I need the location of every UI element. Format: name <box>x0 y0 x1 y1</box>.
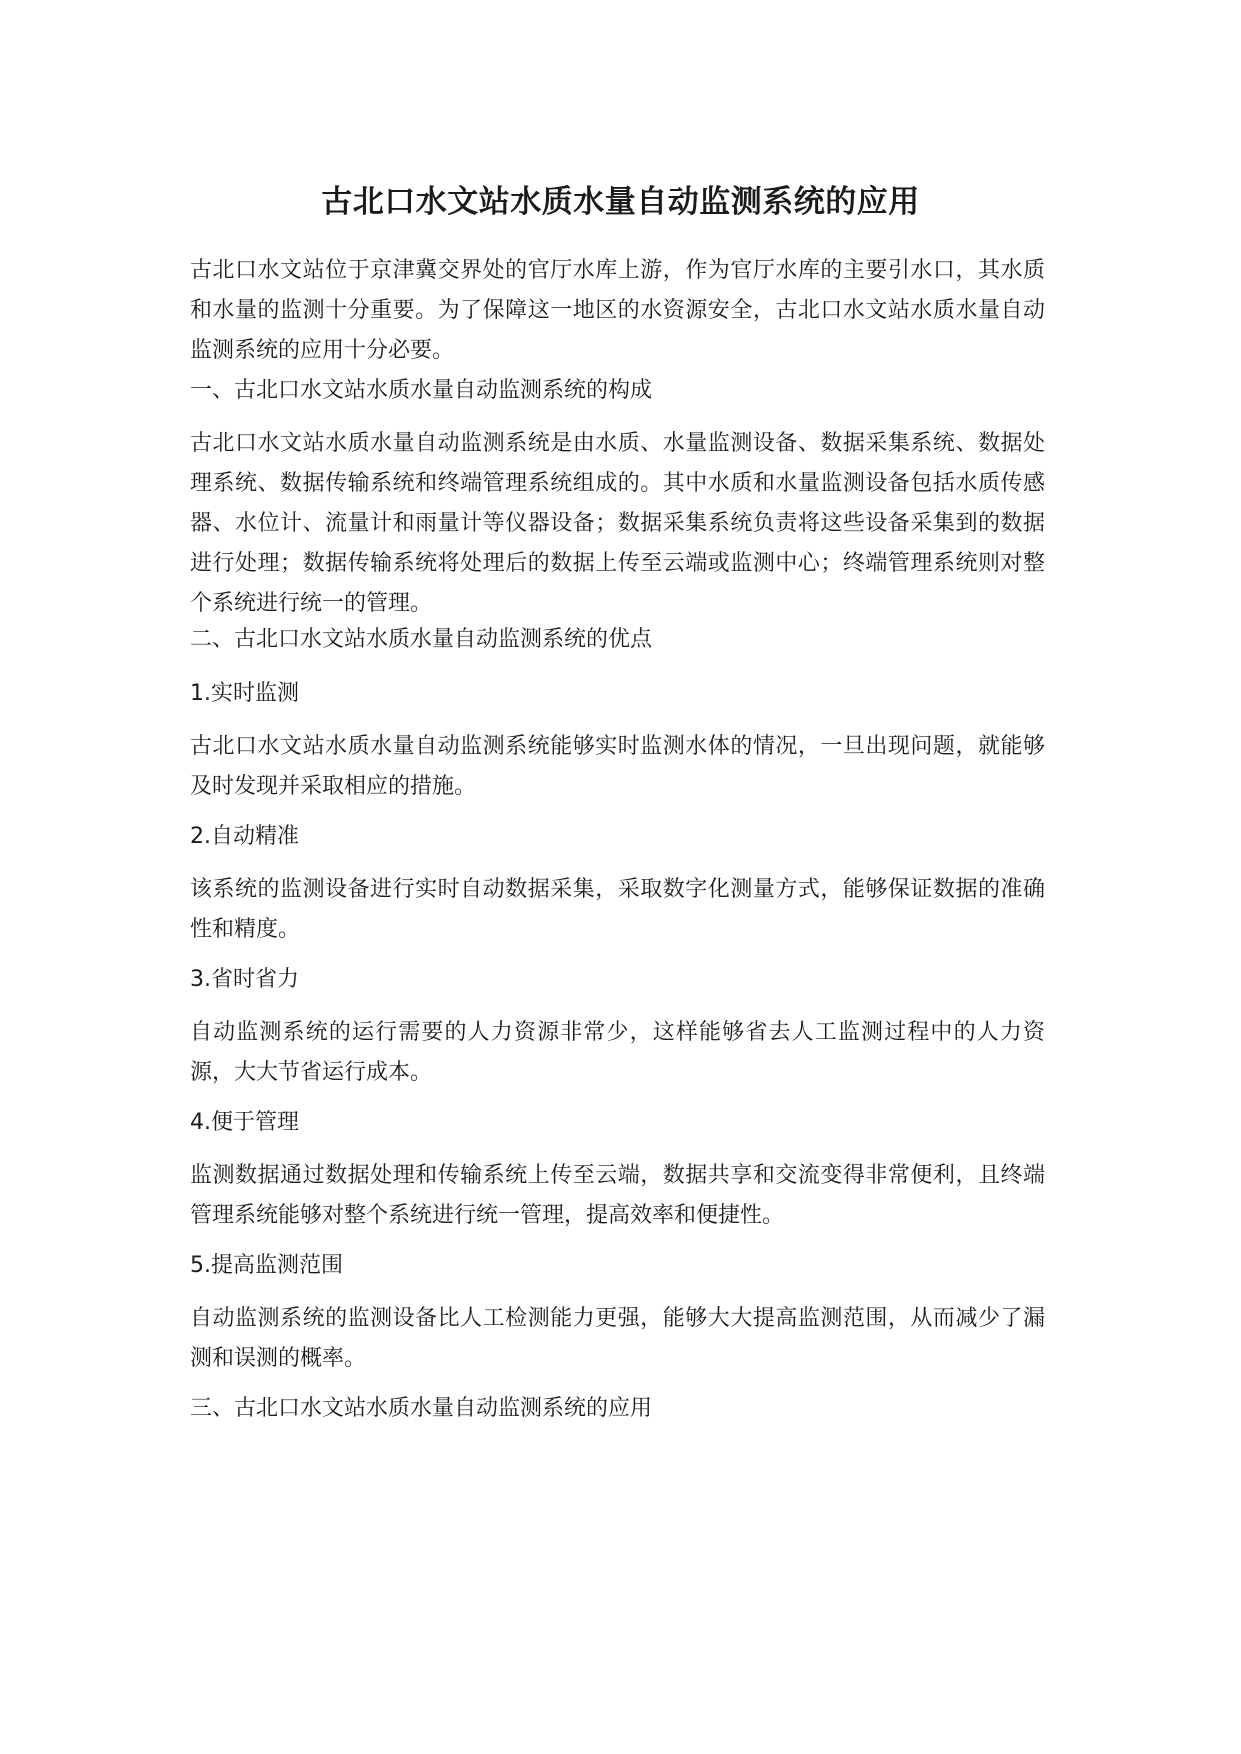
accuracy-paragraph: 该系统的监测设备进行实时自动数据采集，采取数字化测量方式，能够保证数据的准确性和精度。 <box>190 877 1045 942</box>
document-title: 古北口水文站水质水量自动监测系统的应用 <box>321 184 920 220</box>
coverage-paragraph: 自动监测系统的监测设备比人工检测能力更强，能够大大提高监测范围，从而减少了漏测和误测的概率。 <box>190 1306 1045 1371</box>
section-heading-composition: 一、古北口水文站水质水量自动监测系统的构成 <box>190 378 653 403</box>
subheading-coverage: 5.提高监测范围 <box>190 1253 343 1278</box>
subheading-management: 4.便于管理 <box>190 1110 299 1135</box>
management-paragraph: 监测数据通过数据处理和传输系统上传至云端，数据共享和交流变得非常便利，且终端管理系统能够对整个系统进行统一管理，提高效率和便捷性。 <box>190 1163 1045 1228</box>
section-heading-advantages: 二、古北口水文站水质水量自动监测系统的优点 <box>190 627 653 652</box>
realtime-paragraph: 古北口水文站水质水量自动监测系统能够实时监测水体的情况，一旦出现问题，就能够及时发现并采取相应的措施。 <box>190 734 1045 799</box>
composition-paragraph: 古北口水文站水质水量自动监测系统是由水质、水量监测设备、数据采集系统、数据处理系统、数据传输系统和终端管理系统组成的。其中水质和水量监测设备包括水质传感器、水位计、流量计和雨量计等仪器设备；数据采集系统负责将这些设备采集到的数据进行处理；数据传输系统将处理后的数据上传至云端或监测中心；终端管理系统则对整个系统进行统一的管理。 <box>190 431 1045 616</box>
subheading-accuracy: 2.自动精准 <box>190 824 299 849</box>
efficiency-paragraph: 自动监测系统的运行需要的人力资源非常少，这样能够省去人工监测过程中的人力资源，大大节省运行成本。 <box>190 1020 1045 1085</box>
section-heading-application: 三、古北口水文站水质水量自动监测系统的应用 <box>190 1396 653 1421</box>
intro-paragraph: 古北口水文站位于京津冀交界处的官厅水库上游，作为官厅水库的主要引水口，其水质和水量的监测十分重要。为了保障这一地区的水资源安全，古北口水文站水质水量自动监测系统的应用十分必要。 <box>190 258 1045 363</box>
subheading-realtime: 1.实时监测 <box>190 681 299 706</box>
subheading-efficiency: 3.省时省力 <box>190 967 299 992</box>
